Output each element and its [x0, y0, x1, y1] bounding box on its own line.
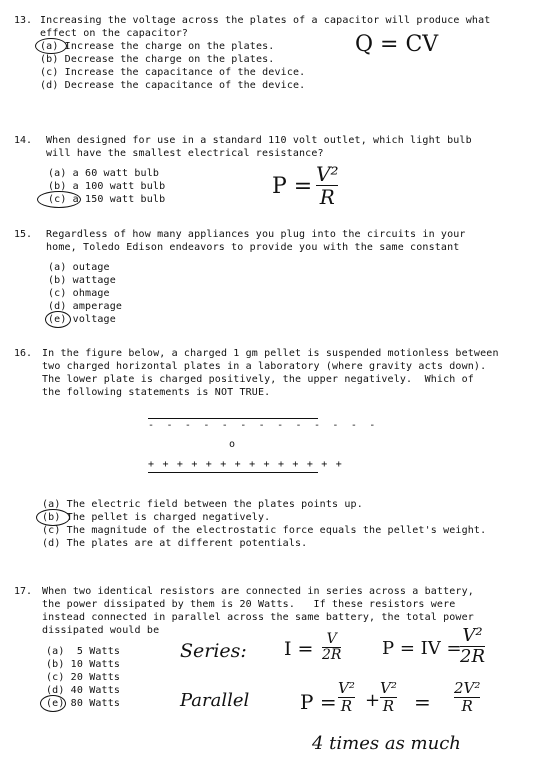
question-stem-line: the following statements is NOT TRUE. — [42, 387, 271, 398]
option-e: (e) 80 Watts — [46, 698, 121, 709]
fraction-denominator: R — [461, 697, 473, 715]
fraction-denominator: 2R — [322, 647, 342, 663]
question-stem-line: will have the smallest electrical resistance? — [46, 148, 324, 159]
handwritten-power-lhs: P = IV = — [382, 638, 462, 659]
fraction-denominator: R — [382, 697, 395, 715]
upper-plate-charges: - - - - - - - - - - - - - — [148, 420, 379, 431]
handwritten-power-fraction — [460, 626, 485, 667]
option-a: (a) Increase the charge on the plates. — [40, 41, 275, 52]
question-stem-line: When designed for use in a standard 110 volt outlet, which light bulb — [46, 135, 472, 146]
question-stem-line: instead connected in parallel across the same battery, the total power — [42, 612, 474, 623]
fraction-numerator: V² — [316, 162, 339, 186]
option-e: (e) voltage — [48, 314, 116, 325]
question-number: 15. — [14, 229, 33, 240]
handwritten-parallel-lhs: P = — [300, 690, 337, 714]
question-number: 13. — [14, 15, 33, 26]
option-b: (b) a 100 watt bulb — [48, 181, 166, 192]
handwritten-result — [454, 680, 480, 715]
option-c: (c) 20 Watts — [46, 672, 121, 683]
answer-circle-mark — [40, 695, 66, 712]
handwritten-series-label: Series: — [180, 640, 247, 662]
answer-circle-mark — [37, 191, 81, 208]
option-d: (d) The plates are at different potentials. — [42, 538, 308, 549]
option-d: (d) 40 Watts — [46, 685, 121, 696]
handwritten-current-lhs: I = — [284, 638, 314, 660]
question-stem-line: Increasing the voltage across the plates of a capacitor will produce what — [40, 15, 491, 26]
fraction-numerator: V² — [462, 625, 483, 646]
option-b: (b) wattage — [48, 275, 116, 286]
answer-circle-mark — [36, 509, 70, 526]
question-stem-line: the power dissipated by them is 20 Watts. If these resistors were — [42, 599, 456, 610]
question-stem-line: When two identical resistors are connected in series across a battery, — [42, 586, 474, 597]
option-b: (b) Decrease the charge on the plates. — [40, 54, 275, 65]
handwritten-note: 4 times as much — [312, 733, 461, 754]
question-stem-line: The lower plate is charged positively, the upper negatively. Which of — [42, 374, 474, 385]
option-a: (a) a 60 watt bulb — [48, 168, 160, 179]
option-d: (d) Decrease the capacitance of the device. — [40, 80, 306, 91]
handwritten-current-fraction — [322, 632, 341, 663]
option-c: (c) The magnitude of the electrostatic force equals the pellet's weight. — [42, 525, 487, 536]
option-c: (c) ohmage — [48, 288, 110, 299]
handwritten-fraction — [316, 163, 338, 208]
lower-plate — [148, 472, 318, 473]
option-b: (b) 10 Watts — [46, 659, 121, 670]
question-number: 14. — [14, 135, 33, 146]
handwritten-equation: Q = CV — [355, 32, 439, 57]
answer-circle-mark — [35, 38, 67, 54]
upper-plate — [148, 418, 318, 419]
question-stem-line: Regardless of how many appliances you plug into the circuits in your — [46, 229, 466, 240]
pellet: o — [229, 439, 236, 450]
question-number: 17. — [14, 586, 33, 597]
question-stem-line: In the figure below, a charged 1 gm pellet is suspended motionless between — [42, 348, 499, 359]
question-number: 16. — [14, 348, 33, 359]
question-stem-line: two charged horizontal plates in a laboratory (where gravity acts down). — [42, 361, 487, 372]
fraction-numerator: 2V² — [454, 679, 481, 697]
fraction-numerator: V — [326, 631, 337, 647]
answer-circle-mark — [45, 311, 71, 328]
fraction-denominator: R — [319, 185, 335, 209]
option-a: (a) 5 Watts — [46, 646, 121, 657]
fraction-denominator: R — [340, 697, 353, 715]
question-stem-line: dissipated would be — [42, 625, 160, 636]
fraction-numerator: V² — [380, 679, 397, 697]
handwritten-term-1 — [338, 680, 355, 715]
handwritten-parallel-label: Parallel — [180, 690, 250, 711]
fraction-numerator: V² — [338, 679, 355, 697]
fraction-denominator: 2R — [460, 646, 486, 667]
option-b: (b) The pellet is charged negatively. — [42, 512, 271, 523]
option-a: (a) outage — [48, 262, 110, 273]
question-stem-line: home, Toledo Edison endeavors to provide you with the same constant — [46, 242, 460, 253]
handwritten-plus: + — [365, 690, 381, 711]
option-d: (d) amperage — [48, 301, 123, 312]
option-c: (c) a 150 watt bulb — [48, 194, 166, 205]
handwritten-term-2 — [380, 680, 397, 715]
question-stem-line: effect on the capacitor? — [40, 28, 189, 39]
lower-plate-charges: + + + + + + + + + + + + + + — [148, 459, 343, 470]
handwritten-equals: = — [414, 690, 431, 714]
option-a: (a) The electric field between the plates points up. — [42, 499, 363, 510]
handwritten-equation-lhs: P = — [272, 174, 313, 199]
option-c: (c) Increase the capacitance of the device. — [40, 67, 306, 78]
